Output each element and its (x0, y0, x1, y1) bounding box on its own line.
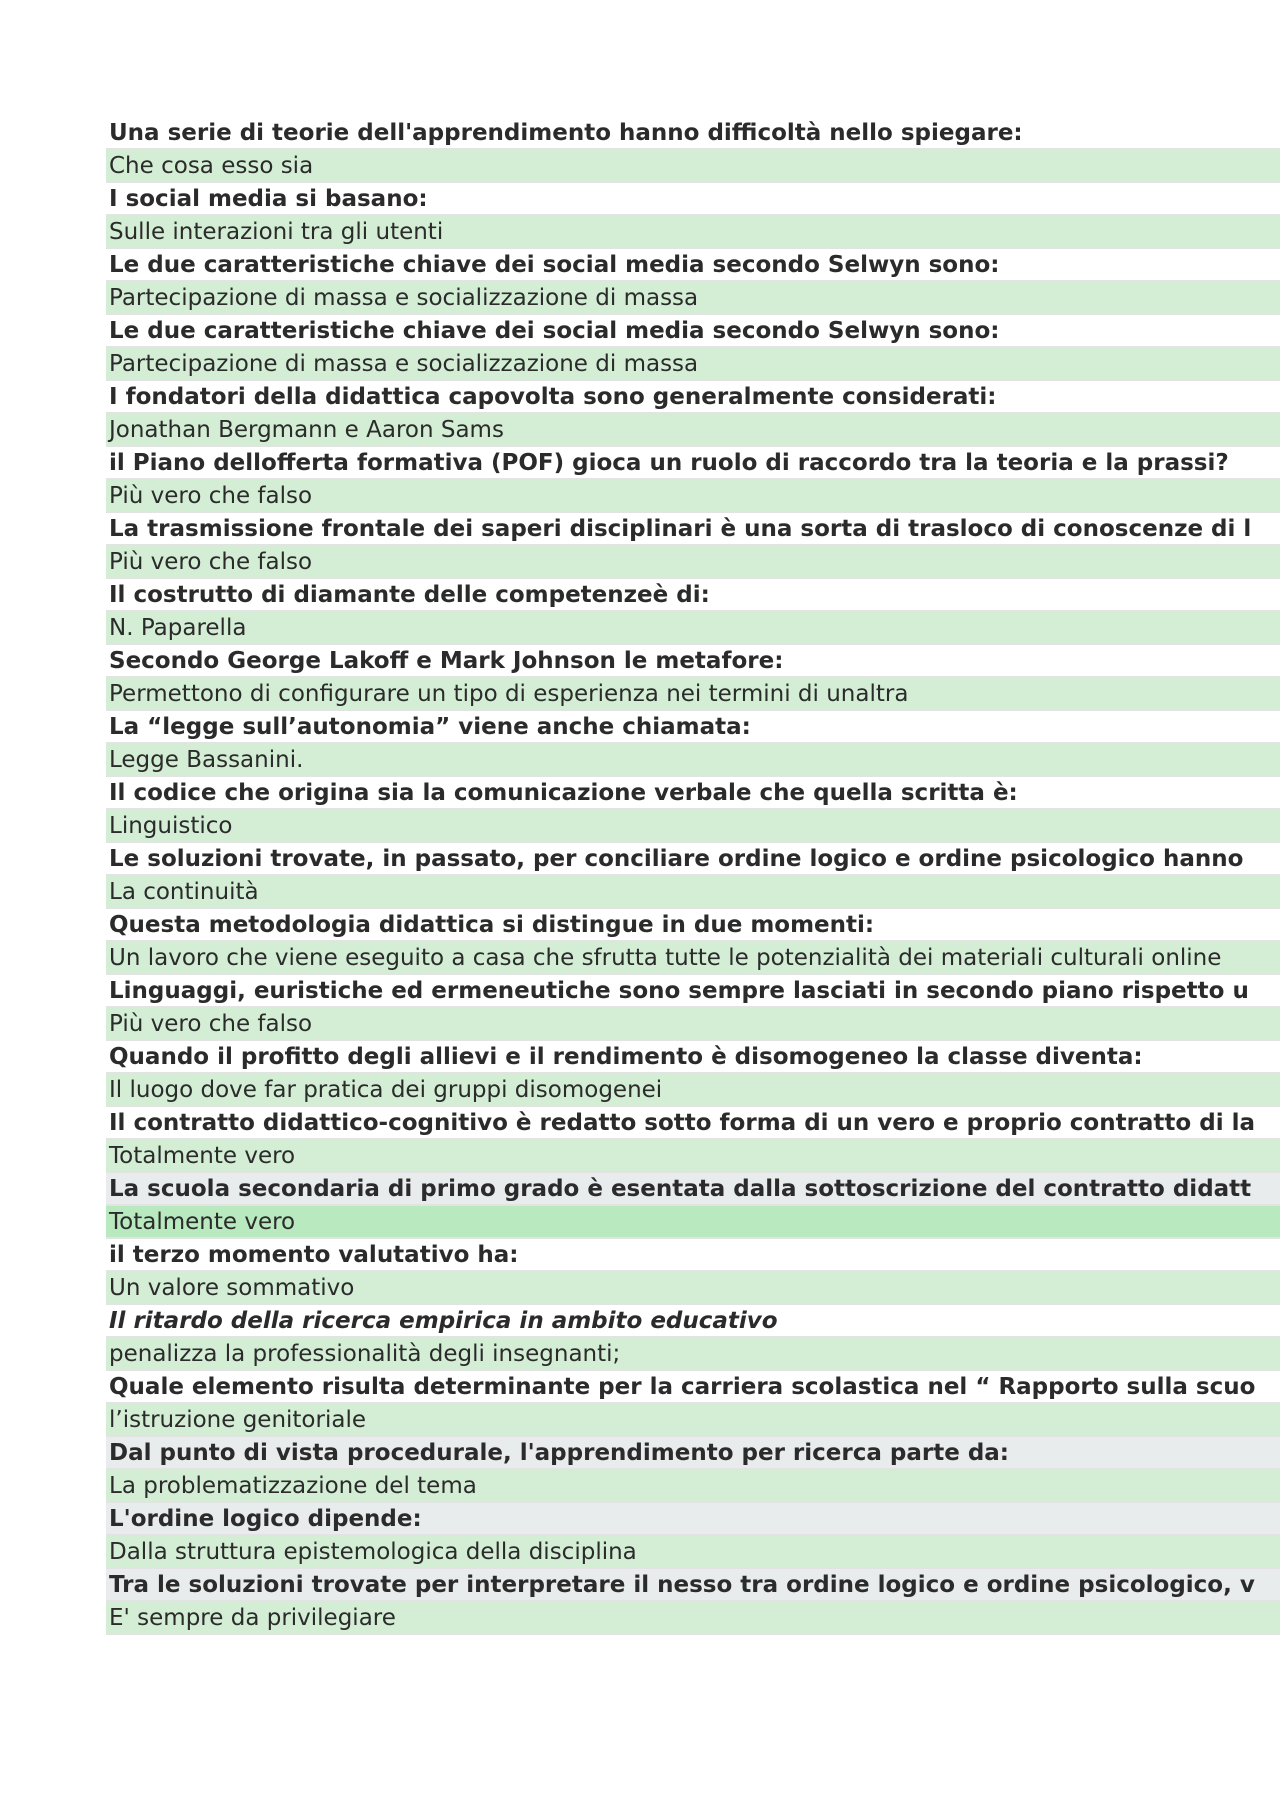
question-cell[interactable]: il Piano dellofferta formativa (POF) gioca un ruolo di raccordo tra la teoria e la prassi? (106, 447, 1280, 480)
question-cell[interactable]: Una serie di teorie dell'apprendimento hanno difficoltà nello spiegare: (106, 117, 1280, 150)
question-cell[interactable]: La “legge sull’autonomia” viene anche chiamata: (106, 711, 1280, 744)
question-cell[interactable]: Le due caratteristiche chiave dei social media secondo Selwyn sono: (106, 249, 1280, 282)
qa-sheet (106, 117, 1280, 1635)
question-cell[interactable]: Il contratto didattico-cognitivo è redatto sotto forma di un vero e proprio contratto di la (106, 1107, 1280, 1140)
question-cell[interactable]: Linguaggi, euristiche ed ermeneutiche sono sempre lasciati in secondo piano rispetto u (106, 975, 1280, 1008)
answer-cell[interactable]: La continuità (106, 876, 1280, 909)
answer-cell[interactable]: Un lavoro che viene eseguito a casa che sfrutta tutte le potenzialità dei materiali culturali online (106, 942, 1280, 975)
answer-cell[interactable]: La problematizzazione del tema (106, 1470, 1280, 1503)
question-cell[interactable]: Questa metodologia didattica si distingue in due momenti: (106, 909, 1280, 942)
answer-cell[interactable]: Jonathan Bergmann e Aaron Sams (106, 414, 1280, 447)
answer-cell[interactable]: Il luogo dove far pratica dei gruppi disomogenei (106, 1074, 1280, 1107)
question-cell[interactable]: il terzo momento valutativo ha: (106, 1239, 1280, 1272)
question-cell[interactable]: Quando il profitto degli allievi e il rendimento è disomogeneo la classe diventa: (106, 1041, 1280, 1074)
answer-cell[interactable]: Dalla struttura epistemologica della disciplina (106, 1536, 1280, 1569)
question-cell[interactable]: Il codice che origina sia la comunicazione verbale che quella scritta è: (106, 777, 1280, 810)
answer-cell[interactable]: E' sempre da privilegiare (106, 1602, 1280, 1635)
question-cell[interactable]: Le soluzioni trovate, in passato, per conciliare ordine logico e ordine psicologico hanno (106, 843, 1280, 876)
question-cell[interactable]: Dal punto di vista procedurale, l'apprendimento per ricerca parte da: (106, 1437, 1280, 1470)
question-cell[interactable]: L'ordine logico dipende: (106, 1503, 1280, 1536)
question-cell[interactable]: I social media si basano: (106, 183, 1280, 216)
answer-cell[interactable]: Che cosa esso sia (106, 150, 1280, 183)
question-cell[interactable]: La trasmissione frontale dei saperi disciplinari è una sorta di trasloco di conoscenze di l (106, 513, 1280, 546)
question-cell[interactable]: Le due caratteristiche chiave dei social media secondo Selwyn sono: (106, 315, 1280, 348)
answer-cell[interactable]: Un valore sommativo (106, 1272, 1280, 1305)
question-cell[interactable]: Secondo George Lakoff e Mark Johnson le metafore: (106, 645, 1280, 678)
answer-cell[interactable]: Linguistico (106, 810, 1280, 843)
question-cell[interactable]: I fondatori della didattica capovolta sono generalmente considerati: (106, 381, 1280, 414)
answer-cell[interactable]: Totalmente vero (106, 1206, 1280, 1239)
answer-cell[interactable]: Sulle interazioni tra gli utenti (106, 216, 1280, 249)
question-cell[interactable]: La scuola secondaria di primo grado è esentata dalla sottoscrizione del contratto didatt (106, 1173, 1280, 1206)
question-cell[interactable]: Quale elemento risulta determinante per la carriera scolastica nel “ Rapporto sulla scuo (106, 1371, 1280, 1404)
answer-cell[interactable]: Partecipazione di massa e socializzazione di massa (106, 348, 1280, 381)
answer-cell[interactable]: Legge Bassanini. (106, 744, 1280, 777)
answer-cell[interactable]: Più vero che falso (106, 546, 1280, 579)
answer-cell[interactable]: Permettono di configurare un tipo di esperienza nei termini di unaltra (106, 678, 1280, 711)
answer-cell[interactable]: Più vero che falso (106, 480, 1280, 513)
question-cell[interactable]: Il costrutto di diamante delle competenzeè di: (106, 579, 1280, 612)
answer-cell[interactable]: penalizza la professionalità degli insegnanti; (106, 1338, 1280, 1371)
answer-cell[interactable]: Partecipazione di massa e socializzazione di massa (106, 282, 1280, 315)
answer-cell[interactable]: Totalmente vero (106, 1140, 1280, 1173)
answer-cell[interactable]: Più vero che falso (106, 1008, 1280, 1041)
answer-cell[interactable]: N. Paparella (106, 612, 1280, 645)
answer-cell[interactable]: l’istruzione genitoriale (106, 1404, 1280, 1437)
question-cell[interactable]: Tra le soluzioni trovate per interpretare il nesso tra ordine logico e ordine psicologico, v (106, 1569, 1280, 1602)
question-cell[interactable]: Il ritardo della ricerca empirica in ambito educativo (106, 1305, 1280, 1338)
